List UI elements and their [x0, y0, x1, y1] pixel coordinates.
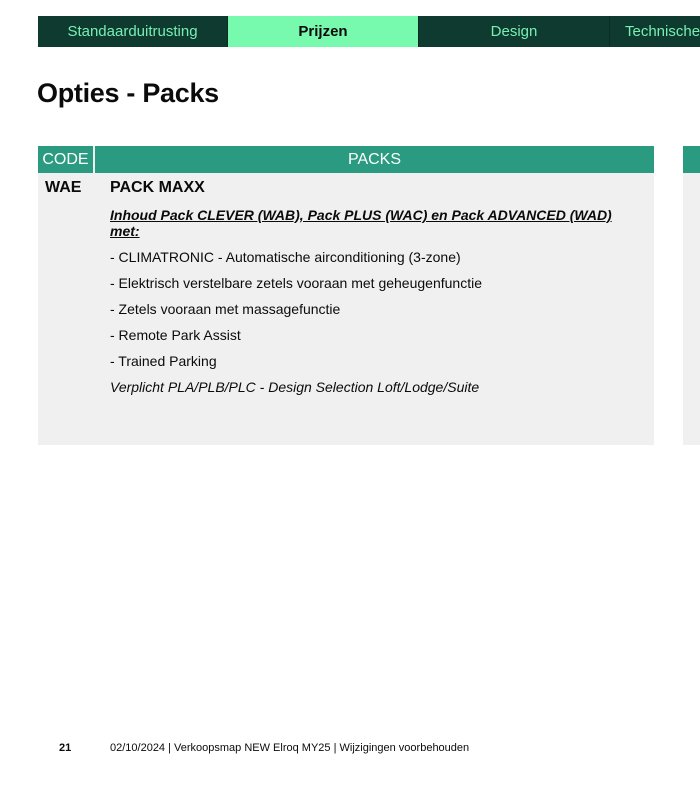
- pack-intro: Inhoud Pack CLEVER (WAB), Pack PLUS (WAC) en Pack ADVANCED (WAD) met:: [110, 207, 612, 239]
- pack-feature: - Elektrisch verstelbare zetels vooraan met geheugenfunctie: [110, 275, 482, 291]
- packs-table: [38, 146, 654, 445]
- column-header-code: CODE: [38, 146, 95, 173]
- next-table-header-edge: [683, 146, 700, 173]
- pack-description: [110, 179, 644, 395]
- top-tab-bar: [38, 16, 700, 47]
- tab-standaarduitrusting[interactable]: Standaarduitrusting: [38, 16, 228, 47]
- page-number: 21: [59, 742, 72, 754]
- pack-feature: - Trained Parking: [110, 353, 217, 369]
- table-header: [38, 146, 654, 173]
- column-header-packs: PACKS: [347, 150, 402, 168]
- pack-name: PACK MAXX: [110, 179, 205, 196]
- page-footer: [0, 742, 700, 758]
- tab-prijzen[interactable]: Prijzen: [228, 16, 419, 47]
- pack-requirement-note: Verplicht PLA/PLB/PLC - Design Selection Loft/Lodge/Suite: [110, 379, 480, 395]
- pack-feature: - Remote Park Assist: [110, 327, 241, 343]
- pack-feature: - Zetels vooraan met massagefunctie: [110, 301, 341, 317]
- tab-design[interactable]: Design: [419, 16, 610, 47]
- tab-technische[interactable]: Technische: [610, 16, 700, 47]
- footer-text: 02/10/2024 | Verkoopsmap NEW Elroq MY25 | Wijzigingen voorbehouden: [110, 742, 470, 754]
- next-table-edge: [683, 146, 700, 445]
- pack-feature: - CLIMATRONIC - Automatische airconditioning (3-zone): [110, 249, 461, 265]
- option-code: WAE: [45, 179, 82, 196]
- page-title: Opties - Packs: [37, 78, 219, 108]
